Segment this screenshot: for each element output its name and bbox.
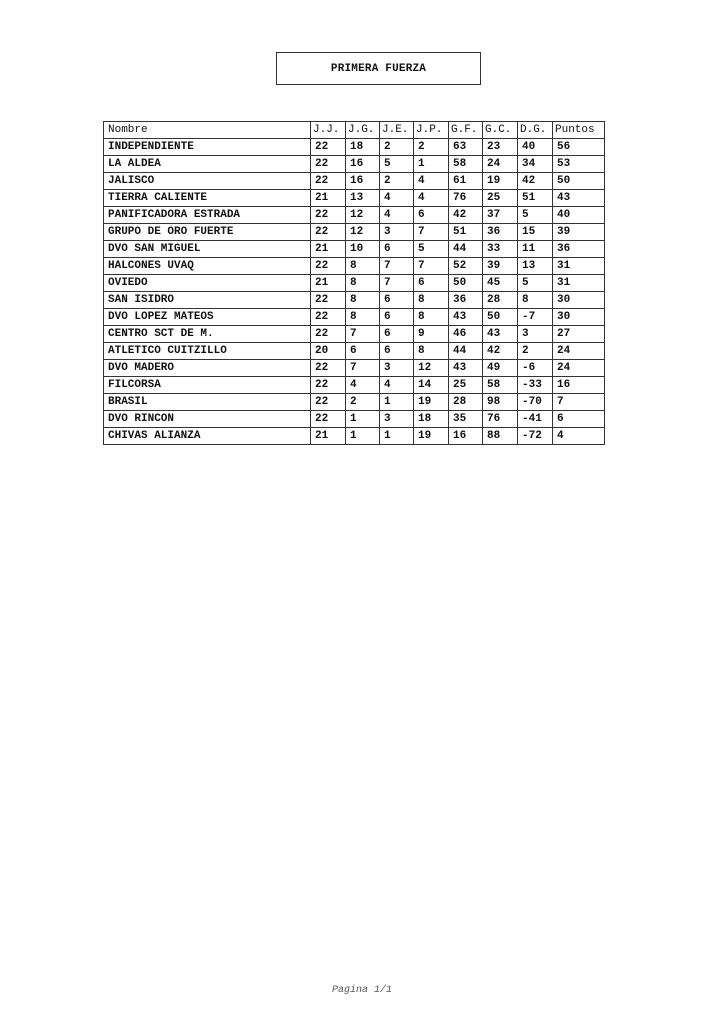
stat-cell-jg: 12 — [346, 224, 380, 241]
stat-cell-jg: 16 — [346, 156, 380, 173]
stat-cell-gf: 35 — [449, 411, 483, 428]
team-name-cell: SAN ISIDRO — [104, 292, 311, 309]
stat-cell-gc: 33 — [483, 241, 518, 258]
stat-cell-jj: 22 — [311, 326, 346, 343]
stat-cell-gc: 19 — [483, 173, 518, 190]
team-name-cell: DVO SAN MIGUEL — [104, 241, 311, 258]
page-title: PRIMERA FUERZA — [276, 52, 481, 85]
stat-cell-jp: 7 — [414, 258, 449, 275]
team-name-cell: DVO MADERO — [104, 360, 311, 377]
stat-cell-gc: 37 — [483, 207, 518, 224]
stat-cell-jp: 8 — [414, 292, 449, 309]
stat-cell-gf: 36 — [449, 292, 483, 309]
table-row — [104, 173, 605, 190]
stat-cell-jg: 7 — [346, 360, 380, 377]
column-header-jj: J.J. — [311, 122, 346, 139]
stat-cell-dg: 40 — [518, 139, 553, 156]
stat-cell-jj: 22 — [311, 292, 346, 309]
stat-cell-jg: 8 — [346, 292, 380, 309]
stat-cell-je: 7 — [380, 275, 414, 292]
stat-cell-puntos: 30 — [553, 292, 605, 309]
stat-cell-jg: 1 — [346, 428, 380, 445]
stat-cell-puntos: 16 — [553, 377, 605, 394]
stat-cell-dg: -70 — [518, 394, 553, 411]
team-name-cell: BRASIL — [104, 394, 311, 411]
team-name-cell: DVO LOPEZ MATEOS — [104, 309, 311, 326]
column-header-dg: D.G. — [518, 122, 553, 139]
column-header-je: J.E. — [380, 122, 414, 139]
stat-cell-jp: 6 — [414, 275, 449, 292]
page-number: Pagina 1/1 — [331, 985, 392, 996]
stat-cell-dg: 2 — [518, 343, 553, 360]
stat-cell-jj: 22 — [311, 139, 346, 156]
stat-cell-je: 7 — [380, 258, 414, 275]
table-header-row — [104, 122, 605, 139]
stat-cell-jp: 8 — [414, 343, 449, 360]
stat-cell-jg: 7 — [346, 326, 380, 343]
table-row — [104, 156, 605, 173]
stat-cell-gc: 23 — [483, 139, 518, 156]
stat-cell-je: 3 — [380, 224, 414, 241]
table-row — [104, 377, 605, 394]
column-header-name: Nombre — [104, 122, 311, 139]
stat-cell-jj: 22 — [311, 224, 346, 241]
stat-cell-gf: 50 — [449, 275, 483, 292]
stat-cell-dg: -33 — [518, 377, 553, 394]
table-row — [104, 360, 605, 377]
stat-cell-dg: 8 — [518, 292, 553, 309]
stat-cell-gc: 25 — [483, 190, 518, 207]
stat-cell-puntos: 36 — [553, 241, 605, 258]
stat-cell-dg: 51 — [518, 190, 553, 207]
table-row — [104, 411, 605, 428]
stat-cell-puntos: 53 — [553, 156, 605, 173]
table-row — [104, 394, 605, 411]
team-name-cell: OVIEDO — [104, 275, 311, 292]
stat-cell-jp: 18 — [414, 411, 449, 428]
stat-cell-gc: 43 — [483, 326, 518, 343]
table-row — [104, 190, 605, 207]
stat-cell-puntos: 6 — [553, 411, 605, 428]
stat-cell-gf: 43 — [449, 360, 483, 377]
table-row — [104, 326, 605, 343]
stat-cell-puntos: 4 — [553, 428, 605, 445]
stat-cell-gc: 49 — [483, 360, 518, 377]
stat-cell-dg: 5 — [518, 275, 553, 292]
standings-table — [103, 121, 605, 445]
stat-cell-jp: 9 — [414, 326, 449, 343]
stat-cell-gc: 28 — [483, 292, 518, 309]
stat-cell-jp: 19 — [414, 428, 449, 445]
stat-cell-gc: 88 — [483, 428, 518, 445]
team-name-cell: JALISCO — [104, 173, 311, 190]
stat-cell-je: 3 — [380, 411, 414, 428]
stat-cell-jg: 6 — [346, 343, 380, 360]
stat-cell-puntos: 7 — [553, 394, 605, 411]
stat-cell-jg: 8 — [346, 258, 380, 275]
stat-cell-jg: 8 — [346, 275, 380, 292]
table-row — [104, 241, 605, 258]
stat-cell-puntos: 40 — [553, 207, 605, 224]
stat-cell-jj: 22 — [311, 207, 346, 224]
stat-cell-dg: 11 — [518, 241, 553, 258]
stat-cell-jj: 22 — [311, 173, 346, 190]
stat-cell-gc: 50 — [483, 309, 518, 326]
stat-cell-jp: 2 — [414, 139, 449, 156]
stat-cell-je: 6 — [380, 326, 414, 343]
team-name-cell: INDEPENDIENTE — [104, 139, 311, 156]
stat-cell-gf: 52 — [449, 258, 483, 275]
column-header-gc: G.C. — [483, 122, 518, 139]
table-row — [104, 207, 605, 224]
stat-cell-gf: 58 — [449, 156, 483, 173]
stat-cell-gf: 25 — [449, 377, 483, 394]
stat-cell-dg: 13 — [518, 258, 553, 275]
table-row — [104, 275, 605, 292]
stat-cell-je: 1 — [380, 394, 414, 411]
stat-cell-jg: 1 — [346, 411, 380, 428]
team-name-cell: LA ALDEA — [104, 156, 311, 173]
stat-cell-gf: 61 — [449, 173, 483, 190]
team-name-cell: ATLETICO CUITZILLO — [104, 343, 311, 360]
stat-cell-je: 4 — [380, 377, 414, 394]
column-header-jg: J.G. — [346, 122, 380, 139]
stat-cell-gf: 28 — [449, 394, 483, 411]
stat-cell-gc: 98 — [483, 394, 518, 411]
stat-cell-je: 6 — [380, 309, 414, 326]
table-row — [104, 343, 605, 360]
stat-cell-gf: 51 — [449, 224, 483, 241]
stat-cell-jp: 8 — [414, 309, 449, 326]
stat-cell-je: 5 — [380, 156, 414, 173]
stat-cell-je: 6 — [380, 292, 414, 309]
stat-cell-jp: 7 — [414, 224, 449, 241]
column-header-puntos: Puntos — [553, 122, 605, 139]
stat-cell-gc: 36 — [483, 224, 518, 241]
stat-cell-jj: 21 — [311, 275, 346, 292]
stat-cell-jj: 20 — [311, 343, 346, 360]
stat-cell-gc: 76 — [483, 411, 518, 428]
team-name-cell: PANIFICADORA ESTRADA — [104, 207, 311, 224]
table-body — [104, 139, 605, 445]
team-name-cell: GRUPO DE ORO FUERTE — [104, 224, 311, 241]
team-name-cell: FILCORSA — [104, 377, 311, 394]
stat-cell-puntos: 30 — [553, 309, 605, 326]
stat-cell-jp: 19 — [414, 394, 449, 411]
stat-cell-jp: 1 — [414, 156, 449, 173]
stat-cell-jj: 22 — [311, 360, 346, 377]
team-name-cell: CENTRO SCT DE M. — [104, 326, 311, 343]
stat-cell-je: 4 — [380, 207, 414, 224]
stat-cell-gc: 39 — [483, 258, 518, 275]
stat-cell-puntos: 24 — [553, 343, 605, 360]
stat-cell-je: 2 — [380, 139, 414, 156]
stat-cell-je: 2 — [380, 173, 414, 190]
stat-cell-puntos: 39 — [553, 224, 605, 241]
team-name-cell: CHIVAS ALIANZA — [104, 428, 311, 445]
table-row — [104, 292, 605, 309]
stat-cell-dg: 42 — [518, 173, 553, 190]
stat-cell-dg: 34 — [518, 156, 553, 173]
stat-cell-gc: 24 — [483, 156, 518, 173]
table-row — [104, 139, 605, 156]
stat-cell-gf: 43 — [449, 309, 483, 326]
stat-cell-jg: 13 — [346, 190, 380, 207]
stat-cell-dg: -72 — [518, 428, 553, 445]
stat-cell-gf: 44 — [449, 241, 483, 258]
stat-cell-jj: 22 — [311, 156, 346, 173]
column-header-jp: J.P. — [414, 122, 449, 139]
stat-cell-jg: 18 — [346, 139, 380, 156]
stat-cell-gf: 63 — [449, 139, 483, 156]
stat-cell-je: 3 — [380, 360, 414, 377]
stat-cell-dg: 3 — [518, 326, 553, 343]
stat-cell-jj: 22 — [311, 411, 346, 428]
stat-cell-jg: 4 — [346, 377, 380, 394]
stat-cell-gf: 46 — [449, 326, 483, 343]
stat-cell-jg: 16 — [346, 173, 380, 190]
table-row — [104, 309, 605, 326]
stat-cell-gc: 58 — [483, 377, 518, 394]
stat-cell-jp: 14 — [414, 377, 449, 394]
stat-cell-jg: 12 — [346, 207, 380, 224]
stat-cell-dg: 15 — [518, 224, 553, 241]
stat-cell-dg: -6 — [518, 360, 553, 377]
stat-cell-jj: 22 — [311, 377, 346, 394]
stat-cell-jp: 12 — [414, 360, 449, 377]
stat-cell-je: 1 — [380, 428, 414, 445]
table-row — [104, 258, 605, 275]
stat-cell-jj: 22 — [311, 394, 346, 411]
column-header-gf: G.F. — [449, 122, 483, 139]
team-name-cell: TIERRA CALIENTE — [104, 190, 311, 207]
stat-cell-jp: 5 — [414, 241, 449, 258]
stat-cell-gf: 42 — [449, 207, 483, 224]
stat-cell-puntos: 31 — [553, 258, 605, 275]
stat-cell-puntos: 27 — [553, 326, 605, 343]
stat-cell-puntos: 50 — [553, 173, 605, 190]
table-row — [104, 224, 605, 241]
stat-cell-gc: 42 — [483, 343, 518, 360]
stat-cell-je: 6 — [380, 343, 414, 360]
stat-cell-dg: -7 — [518, 309, 553, 326]
stat-cell-puntos: 43 — [553, 190, 605, 207]
stat-cell-jj: 21 — [311, 241, 346, 258]
stat-cell-jj: 21 — [311, 190, 346, 207]
stat-cell-jp: 6 — [414, 207, 449, 224]
stat-cell-jg: 8 — [346, 309, 380, 326]
stat-cell-gf: 44 — [449, 343, 483, 360]
stat-cell-dg: 5 — [518, 207, 553, 224]
stat-cell-je: 4 — [380, 190, 414, 207]
stat-cell-gf: 76 — [449, 190, 483, 207]
stat-cell-jj: 21 — [311, 428, 346, 445]
stat-cell-puntos: 24 — [553, 360, 605, 377]
table-row — [104, 428, 605, 445]
stat-cell-jj: 22 — [311, 309, 346, 326]
stat-cell-je: 6 — [380, 241, 414, 258]
stat-cell-gf: 16 — [449, 428, 483, 445]
stat-cell-jp: 4 — [414, 173, 449, 190]
stat-cell-jp: 4 — [414, 190, 449, 207]
team-name-cell: DVO RINCON — [104, 411, 311, 428]
stat-cell-gc: 45 — [483, 275, 518, 292]
stat-cell-jg: 10 — [346, 241, 380, 258]
stat-cell-jj: 22 — [311, 258, 346, 275]
team-name-cell: HALCONES UVAQ — [104, 258, 311, 275]
stat-cell-jg: 2 — [346, 394, 380, 411]
stat-cell-puntos: 56 — [553, 139, 605, 156]
stat-cell-puntos: 31 — [553, 275, 605, 292]
stat-cell-dg: -41 — [518, 411, 553, 428]
